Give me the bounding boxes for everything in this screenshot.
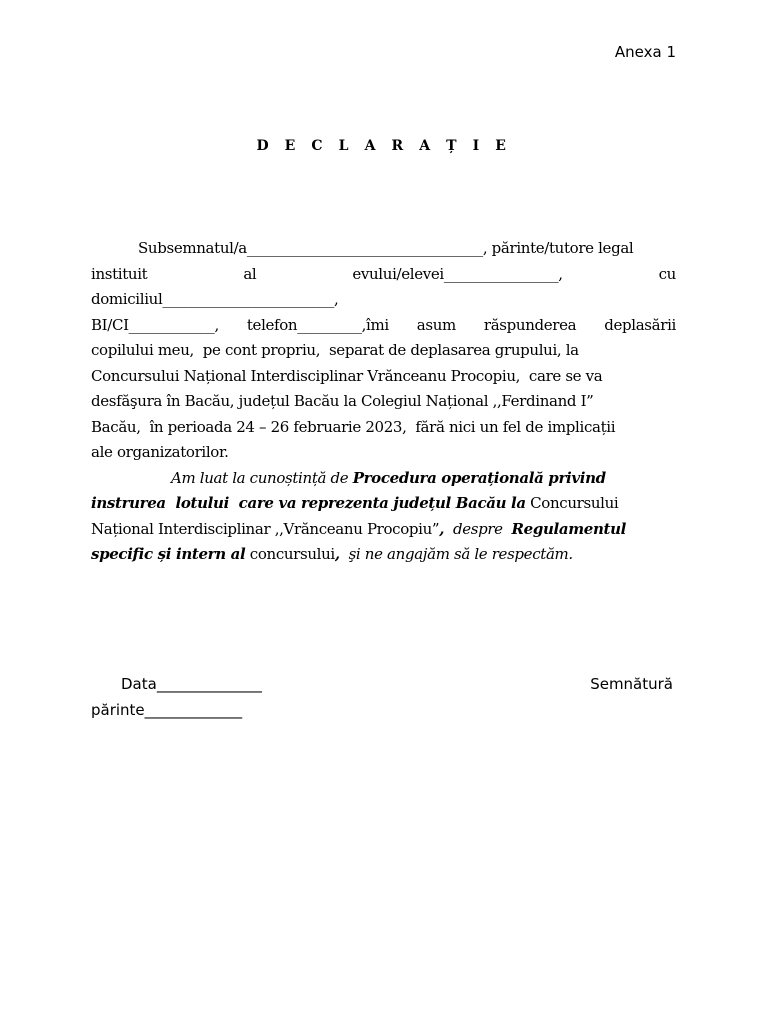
- word: răspunderea: [483, 315, 577, 334]
- name-blank[interactable]: _________________________________: [246, 239, 483, 257]
- word: deplasării: [604, 315, 676, 334]
- acknowledgement-line-2: [91, 491, 676, 517]
- student-name-group: [352, 262, 562, 288]
- regulation-title-cont: specific și intern al: [91, 545, 246, 563]
- domicile-label: domiciliul: [91, 290, 163, 308]
- ack-text: concursului: [245, 545, 335, 563]
- word: al: [243, 264, 257, 283]
- word: cu: [658, 264, 676, 283]
- acknowledgement-line-1: [91, 466, 676, 492]
- contest-name: Național Interdisciplinar ,,Vrănceanu Procopiu”: [91, 519, 440, 538]
- word: ,: [214, 315, 219, 334]
- word: asum: [416, 315, 456, 334]
- declaration-line-5: copilului meu, pe cont propriu, separat de deplasarea grupului, la: [91, 341, 579, 359]
- declaration-line-1: [91, 236, 676, 262]
- parent-signature-field: [91, 698, 242, 722]
- regulation-title: Regulamentul: [511, 519, 627, 538]
- document-body: [91, 236, 676, 568]
- date-field: [121, 672, 262, 696]
- id-group: [91, 313, 219, 339]
- declaration-line-9: ale organizatorilor.: [91, 443, 229, 461]
- declaration-line-3: [91, 287, 676, 313]
- word: instituit: [91, 264, 148, 283]
- ack-text: Concursului: [525, 494, 619, 512]
- ack-text: ,: [439, 519, 445, 538]
- parent-label: , părinte/tutore legal: [482, 239, 634, 257]
- student-label: evului/elevei: [352, 264, 444, 283]
- parent-signature-blank[interactable]: _____________: [144, 701, 243, 719]
- declaration-line-2: [91, 262, 676, 288]
- student-name-blank[interactable]: ________________: [443, 264, 559, 283]
- phone-blank[interactable]: _________: [297, 315, 362, 334]
- phone-group: [247, 313, 389, 339]
- annex-label: Anexa 1: [614, 43, 676, 61]
- date-label: Data: [121, 675, 157, 693]
- phone-label: telefon: [246, 315, 298, 334]
- ack-text: ,: [334, 545, 340, 563]
- word: ,: [558, 264, 563, 283]
- acknowledgement-line-3: [91, 517, 676, 543]
- declaration-line-7: desfăşura în Bacău, județul Bacău la Colegiul Național ,,Ferdinand I”: [91, 392, 594, 410]
- id-blank[interactable]: ____________: [128, 315, 215, 334]
- declaration-line-6: Concursului Național Interdisciplinar Vrănceanu Procopiu, care se va: [91, 366, 603, 385]
- ack-text: Am luat la cunoștință de: [171, 468, 353, 487]
- id-label: BI/CI: [91, 315, 129, 334]
- subsemnatul-label: Subsemnatul/a: [138, 239, 247, 257]
- date-blank[interactable]: ______________: [156, 675, 262, 693]
- procedure-title-cont: instrurea lotului care va reprezenta județul Bacău la: [91, 494, 526, 512]
- acknowledgement-line-4: [91, 542, 676, 568]
- document-title: D E C L A R A Ț I E: [256, 138, 512, 154]
- domicile-blank[interactable]: ________________________: [162, 290, 335, 308]
- word: ,îmi: [361, 315, 389, 334]
- parent-signature-label: părinte: [91, 701, 145, 719]
- declaration-line-8: Bacău, în perioada 24 – 26 februarie 2023, fără nici un fel de implicații: [91, 417, 616, 436]
- word: ,: [334, 290, 339, 308]
- ack-text: şi ne angajăm să le respectăm.: [339, 545, 573, 563]
- signature-label: Semnătură: [590, 675, 673, 693]
- ack-text: despre: [444, 519, 512, 538]
- declaration-line-4: [91, 313, 676, 339]
- procedure-title: Procedura operațională privind: [352, 468, 606, 487]
